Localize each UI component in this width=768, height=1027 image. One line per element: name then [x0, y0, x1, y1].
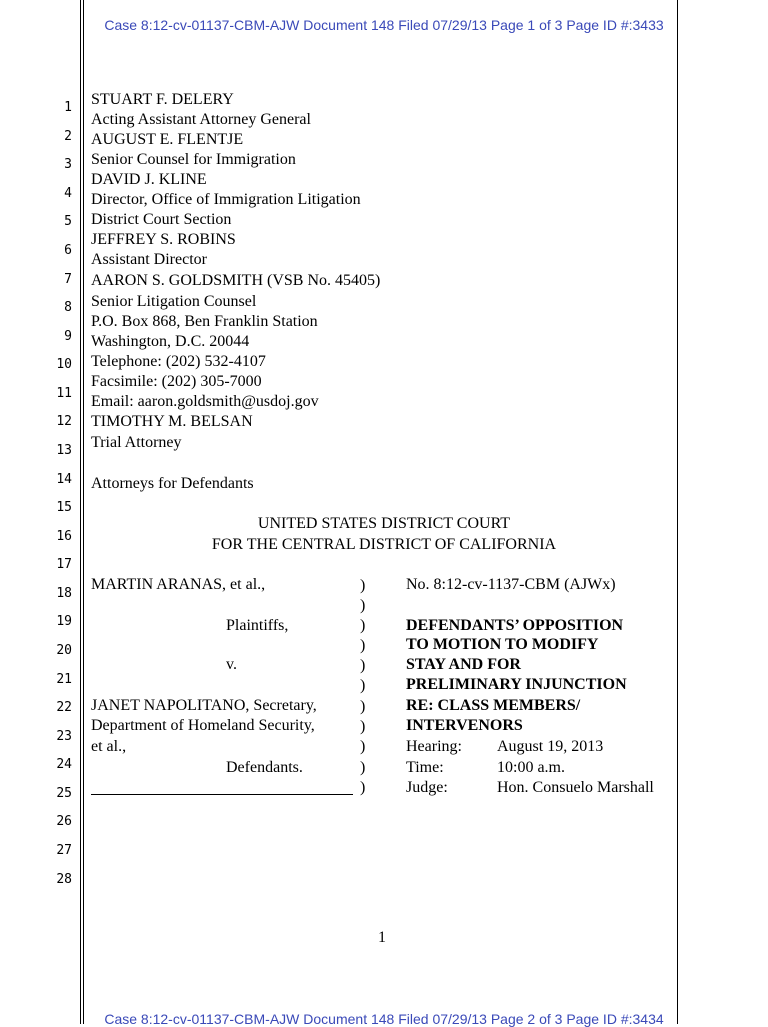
line-number: 24: [56, 757, 72, 772]
versus: v.: [226, 656, 237, 673]
hearing-date: August 19, 2013: [497, 738, 604, 755]
line-number: 27: [56, 843, 72, 858]
hearing-time: 10:00 a.m.: [497, 759, 565, 776]
counsel-line: District Court Section: [91, 211, 232, 228]
defendant-line: et al.,: [91, 738, 127, 755]
counsel-line: STUART F. DELERY: [91, 91, 234, 108]
line-number: 9: [64, 329, 72, 344]
line-number: 2: [64, 129, 72, 144]
counsel-line: AARON S. GOLDSMITH (VSB No. 45405): [91, 272, 381, 289]
line-number: 22: [56, 700, 72, 715]
case-header-bottom: Case 8:12-cv-01137-CBM-AJW Document 148 Filed 07/29/13 Page 2 of 3 Page ID #:3434: [104, 1011, 664, 1027]
counsel-line: JEFFREY S. ROBINS: [91, 231, 236, 248]
line-number: 12: [56, 414, 72, 429]
counsel-line: Assistant Director: [91, 251, 207, 268]
line-number: 7: [64, 272, 72, 287]
caption-paren: ): [360, 698, 366, 715]
counsel-line: DAVID J. KLINE: [91, 171, 207, 188]
counsel-line: AUGUST E. FLENTJE: [91, 131, 244, 148]
caption-paren: ): [360, 718, 366, 735]
document-title-line: TO MOTION TO MODIFY: [406, 636, 599, 653]
line-number: 18: [56, 586, 72, 601]
court-district: FOR THE CENTRAL DISTRICT OF CALIFORNIA: [211, 536, 557, 553]
counsel-line: Senior Counsel for Immigration: [91, 151, 296, 168]
time-label: Time:: [406, 759, 444, 776]
document-title-line: DEFENDANTS’ OPPOSITION: [406, 617, 624, 634]
counsel-line: Trial Attorney: [91, 434, 182, 451]
line-number: 23: [56, 729, 72, 744]
line-number: 1: [64, 100, 72, 115]
line-number: 11: [56, 386, 72, 401]
line-number: 26: [56, 814, 72, 829]
case-header-top: Case 8:12-cv-01137-CBM-AJW Document 148 Filed 07/29/13 Page 1 of 3 Page ID #:3433: [104, 17, 664, 33]
right-margin-rule: [677, 0, 678, 1024]
line-number: 8: [64, 300, 72, 315]
caption-paren: ): [360, 577, 366, 594]
caption-paren: ): [360, 597, 366, 614]
defendant-line: JANET NAPOLITANO, Secretary,: [91, 697, 317, 714]
line-number: 5: [64, 214, 72, 229]
judge-label: Judge:: [406, 779, 448, 796]
caption-paren: ): [360, 657, 366, 674]
line-number: 6: [64, 243, 72, 258]
caption-paren: ): [360, 637, 366, 654]
line-number: 25: [56, 786, 72, 801]
counsel-line: Acting Assistant Attorney General: [91, 111, 311, 128]
plaintiff-name: MARTIN ARANAS, et al.,: [91, 576, 266, 593]
caption-paren: ): [360, 779, 366, 796]
case-number: No. 8:12-cv-1137-CBM (AJWx): [406, 576, 616, 593]
left-margin-rule-double: [83, 0, 84, 1024]
line-number: 17: [56, 557, 72, 572]
line-number: 21: [56, 672, 72, 687]
counsel-line: Telephone: (202) 532-4107: [91, 353, 266, 370]
line-number: 20: [56, 643, 72, 658]
line-number: 4: [64, 186, 72, 201]
line-number: 16: [56, 529, 72, 544]
line-number: 3: [64, 157, 72, 172]
page-number: 1: [378, 929, 386, 946]
hearing-label: Hearing:: [406, 738, 462, 755]
court-name: UNITED STATES DISTRICT COURT: [257, 515, 511, 532]
defendants-label: Defendants.: [226, 759, 303, 776]
caption-paren: ): [360, 617, 366, 634]
line-number: 10: [56, 357, 72, 372]
counsel-line: Director, Office of Immigration Litigation: [91, 191, 361, 208]
judge-name: Hon. Consuelo Marshall: [497, 779, 654, 796]
counsel-line: Facsimile: (202) 305-7000: [91, 373, 262, 390]
counsel-line: Senior Litigation Counsel: [91, 293, 257, 310]
counsel-line: P.O. Box 868, Ben Franklin Station: [91, 313, 318, 330]
plaintiffs-label: Plaintiffs,: [226, 617, 289, 634]
document-title-line: PRELIMINARY INJUNCTION: [406, 676, 627, 693]
counsel-line: Email: aaron.goldsmith@usdoj.gov: [91, 393, 319, 410]
line-number: 14: [56, 472, 72, 487]
caption-underline: [91, 794, 353, 795]
left-margin-rule: [80, 0, 81, 1024]
line-number: 15: [56, 500, 72, 515]
defendant-line: Department of Homeland Security,: [91, 717, 315, 734]
counsel-line: Washington, D.C. 20044: [91, 333, 250, 350]
counsel-line: TIMOTHY M. BELSAN: [91, 413, 253, 430]
caption-paren: ): [360, 759, 366, 776]
document-title-line: STAY AND FOR: [406, 656, 521, 673]
attorneys-for: Attorneys for Defendants: [91, 475, 254, 492]
document-title-line: INTERVENORS: [406, 717, 523, 734]
line-number: 28: [56, 872, 72, 887]
line-number: 19: [56, 614, 72, 629]
line-number: 13: [56, 443, 72, 458]
document-title-line: RE: CLASS MEMBERS/: [406, 697, 581, 714]
caption-paren: ): [360, 677, 366, 694]
caption-paren: ): [360, 738, 366, 755]
